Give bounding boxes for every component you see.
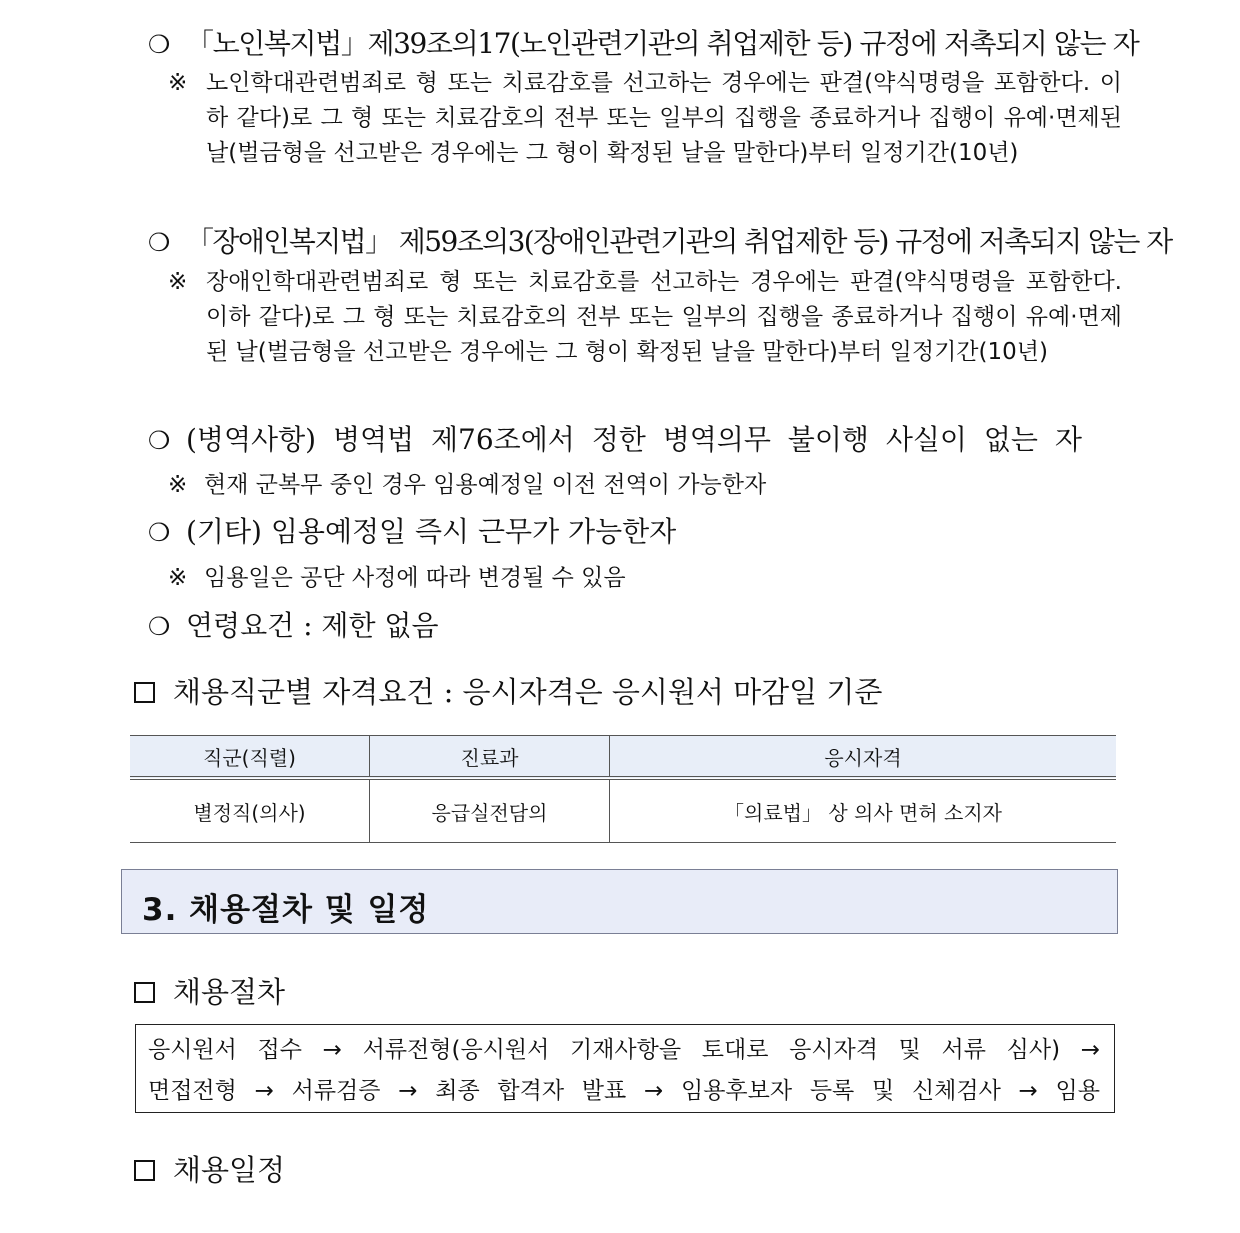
qualification-heading — [134, 670, 882, 711]
note-text: 노인학대관련범죄로 형 또는 치료감호를 선고하는 경우에는 판결(약식명령을 포함한다. 이하 같다)로 그 형 또는 치료감호의 전부 또는 일부의 집행을 종료하거나 집행이 유예·면제된 날(벌금형을 선고받은 경우에는 그 형이 확정된 날을 말한다)부터 일정기간(10년) — [206, 70, 1122, 166]
qualification-table — [130, 735, 1116, 843]
circle-bullet-icon: ❍ — [148, 426, 171, 455]
note-military — [168, 466, 766, 499]
schedule-heading — [134, 1148, 285, 1189]
bullet-etc — [148, 510, 1120, 550]
circle-bullet-icon: ❍ — [148, 612, 171, 641]
bullet-text: 「노인복지법」제39조의17(노인관련기관의 취업제한 등) 규정에 저촉되지 않는 자 — [186, 27, 1139, 60]
square-bullet-icon — [134, 1160, 155, 1181]
bullet-text: (기타) 임용예정일 즉시 근무가 가능한자 — [186, 515, 677, 548]
header-job-group: 직군(직렬) — [130, 736, 370, 779]
procedure-box — [135, 1024, 1115, 1113]
section-title: 3. 채용절차 및 일정 — [142, 892, 430, 928]
bullet-text: 「장애인복지법」 제59조의3(장애인관련기관의 취업제한 등) 규정에 저촉되지 않는 자 — [186, 225, 1172, 258]
table-header-row — [130, 736, 1116, 779]
cell-eligibility: 「의료법」 상 의사 면허 소지자 — [610, 778, 1117, 843]
circle-bullet-icon: ❍ — [148, 518, 171, 547]
heading-text: 채용절차 — [173, 975, 286, 1009]
note-etc — [168, 559, 626, 592]
note-elder-law — [168, 66, 1122, 171]
bullet-text: 연령요건 : 제한 없음 — [186, 609, 439, 642]
square-bullet-icon — [134, 982, 155, 1003]
heading-text: 채용직군별 자격요건 : 응시자격은 응시원서 마감일 기준 — [173, 675, 883, 709]
cell-department: 응급실전담의 — [370, 778, 610, 843]
reference-mark-icon: ※ — [168, 70, 188, 96]
reference-mark-icon: ※ — [168, 565, 188, 591]
heading-text: 채용일정 — [173, 1153, 286, 1187]
circle-bullet-icon: ❍ — [148, 30, 171, 59]
table-row — [130, 778, 1116, 843]
bullet-disabled-law — [148, 220, 1172, 260]
square-bullet-icon — [134, 682, 155, 703]
circle-bullet-icon: ❍ — [148, 228, 171, 257]
note-text: 현재 군복무 중인 경우 임용예정일 이전 전역이 가능한자 — [204, 472, 767, 498]
section-header-bar — [121, 869, 1118, 934]
cell-job-group: 별정직(의사) — [130, 778, 370, 843]
procedure-line-1: 응시원서 접수 → 서류전형(응시원서 기재사항을 토대로 응시자격 및 서류 심사) → — [148, 1037, 1100, 1063]
note-text: 장애인학대관련범죄로 형 또는 치료감호를 선고하는 경우에는 판결(약식명령을 포함한다. 이하 같다)로 그 형 또는 치료감호의 전부 또는 일부의 집행을 종료하거나 집행이 유예·면제된 날(벌금형을 선고받은 경우에는 그 형이 확정된 날을 말한다)부터 일정기간(10년) — [206, 269, 1122, 365]
header-eligibility: 응시자격 — [610, 736, 1117, 779]
note-disabled-law — [168, 265, 1122, 370]
header-department: 진료과 — [370, 736, 610, 779]
bullet-age — [148, 604, 1120, 644]
bullet-text: (병역사항) 병역법 제76조에서 정한 병역의무 불이행 사실이 없는 자 — [186, 423, 1082, 456]
reference-mark-icon: ※ — [168, 269, 188, 295]
bullet-military — [148, 418, 1120, 458]
bullet-elder-law — [148, 22, 1139, 62]
note-text: 임용일은 공단 사정에 따라 변경될 수 있음 — [204, 565, 626, 591]
procedure-line-2: 면접전형 → 서류검증 → 최종 합격자 발표 → 임용후보자 등록 및 신체검사 → 임용 — [148, 1078, 1100, 1104]
procedure-heading — [134, 970, 285, 1011]
reference-mark-icon: ※ — [168, 472, 188, 498]
